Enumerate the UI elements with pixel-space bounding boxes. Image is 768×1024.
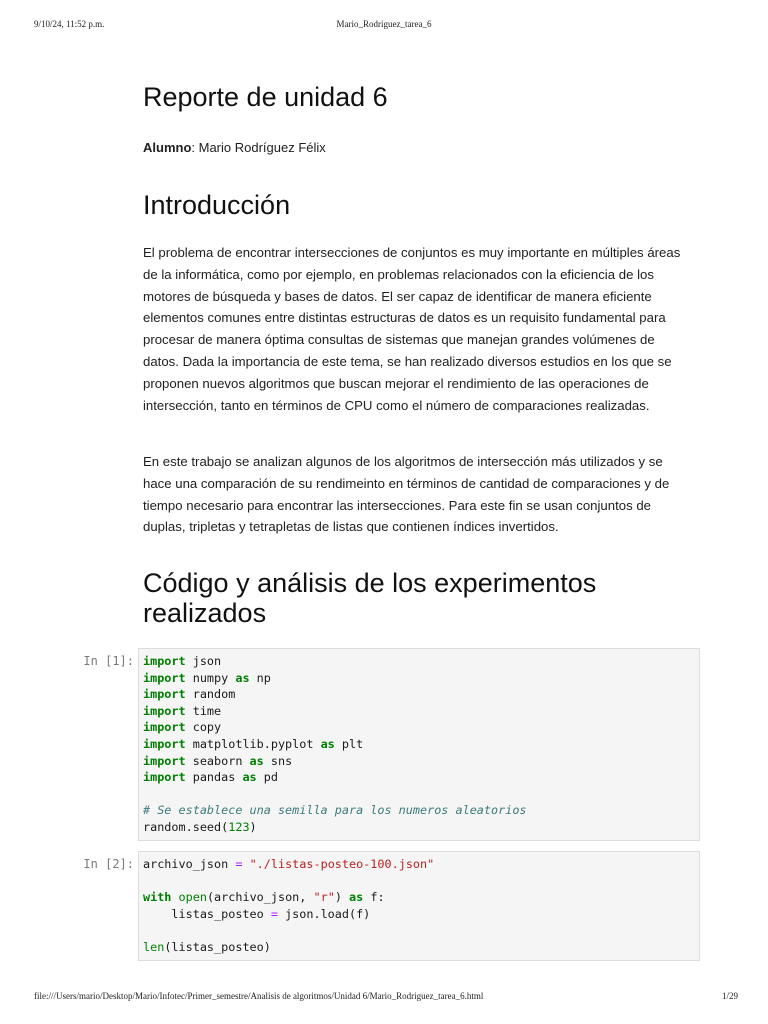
code-line: import matplotlib.pyplot as plt	[143, 736, 364, 751]
code-line: random.seed(123)	[143, 819, 257, 834]
code-block[interactable]	[143, 856, 695, 956]
code-line: with open(archivo_json, "r") as f:	[143, 890, 385, 905]
author-line	[143, 140, 326, 155]
code-cell-2[interactable]	[138, 851, 700, 961]
author-label: Alumno	[143, 140, 192, 155]
code-line: len(listas_posteo)	[143, 939, 271, 954]
code-line: import pandas as pd	[143, 770, 278, 785]
code-block[interactable]	[143, 653, 695, 836]
code-line: listas_posteo = json.load(f)	[143, 906, 371, 921]
code-line: import random	[143, 687, 236, 702]
page-title: Reporte de unidad 6	[143, 82, 388, 112]
intro-paragraph-1: El problema de encontrar intersecciones de conjuntos es muy importante en múltiples áreas de la informática, como por ejemplo, en problemas relacionados con la eficiencia de los motores de búsqueda y bases de datos. El ser capaz de identificar de manera eficiente elementos comunes entre distintas estructuras de datos es un requisito fundamental para procesar de manera óptima consultas de sistemas que manejan grandes volúmenes de datos. Dada la importancia de este tema, se han realizado diversos estudios en los que se proponen nuevos algoritmos que buscan mejorar el rendimiento de las operaciones de intersección, tanto en términos de CPU como el número de comparaciones realizadas.	[143, 245, 681, 413]
code-line: import json	[143, 654, 222, 668]
code-cell-1[interactable]	[138, 648, 700, 841]
print-date: 9/10/24, 11:52 p.m.	[34, 19, 105, 29]
code-line: import copy	[143, 720, 222, 735]
intro-paragraph-2: En este trabajo se analizan algunos de los algoritmos de intersección más utilizados y se hace una comparación de su rendimeinto en términos de cantidad de comparaciones y de tiempo necesario para encontrar las intersecciones. Para este fin se usan conjuntos de duplas, tripletas y tetrapletas de listas que contienen índices invertidos.	[143, 454, 670, 535]
cell-prompt: In [2]:	[83, 857, 134, 871]
print-header	[0, 19, 768, 33]
print-footer	[0, 991, 768, 1005]
code-line: import numpy as np	[143, 670, 271, 685]
code-line: import time	[143, 703, 222, 718]
print-title: Mario_Rodriguez_tarea_6	[336, 19, 432, 29]
cell-prompt: In [1]:	[83, 654, 134, 668]
author-name: Mario Rodríguez Félix	[198, 140, 326, 155]
file-path: file:///Users/mario/Desktop/Mario/Infotec/Primer_semestre/Analisis de algoritmos/Unidad 6/Mario_Rodriguez_tarea_6.html	[34, 991, 484, 1001]
code-line: archivo_json = "./listas-posteo-100.json"	[143, 857, 435, 871]
code-comment: # Se establece una semilla para los numeros aleatorios	[143, 803, 527, 818]
intro-heading: Introducción	[143, 190, 291, 220]
page-number: 1/29	[721, 991, 738, 1001]
code-line: import seaborn as sns	[143, 753, 293, 768]
author-separator: :	[191, 140, 199, 155]
code-heading: Código y análisis de los experimentos realizados	[143, 568, 597, 628]
